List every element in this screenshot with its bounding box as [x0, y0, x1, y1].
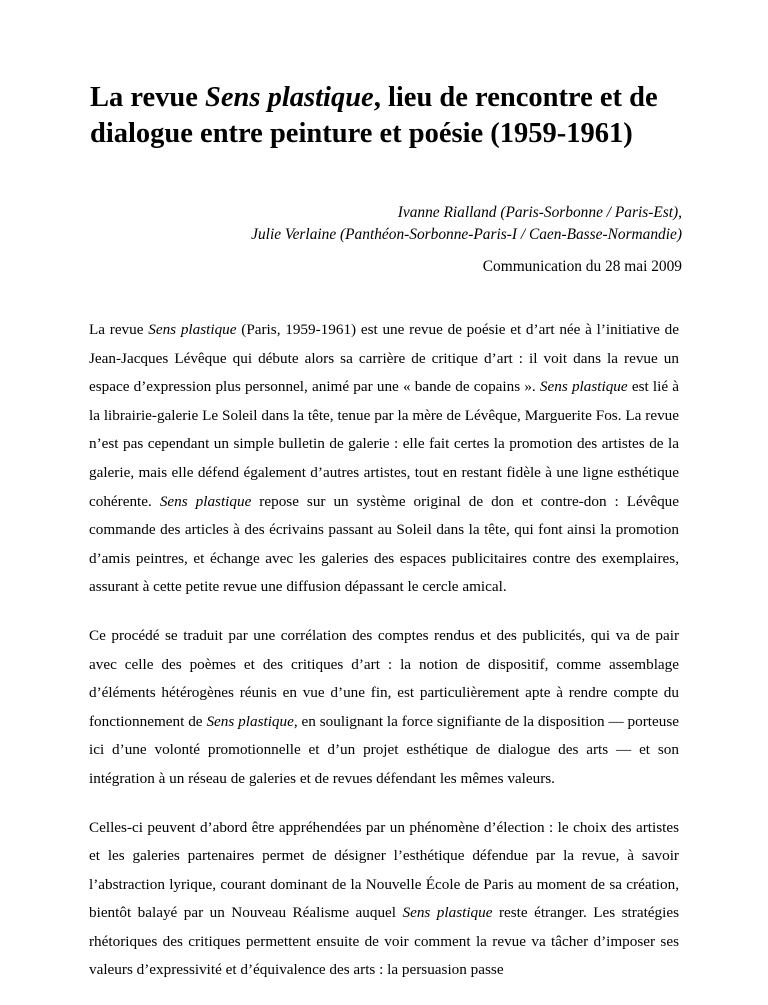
author-block — [82, 202, 682, 246]
communication-date: Communication du 28 mai 2009 — [482, 258, 682, 275]
journal-name: Sens plastique — [206, 712, 294, 730]
text-span: Celles-ci peuvent d’abord être appréhendées par un phénomène d’élection : le choix des artistes et les galeries partenaires permet de désigner l’esthétique défendue par la revue, à savoir l’abstraction lyrique, courant dominant de la Nouvelle École de Paris au moment de sa création, bientôt balayé par un Nouveau Réalisme auquel — [89, 818, 679, 922]
journal-name: Sens plastique — [148, 321, 237, 338]
paragraph-1 — [89, 316, 679, 602]
text-span: reste étranger. Les stratégies rhétoriques des critiques permettent ensuite de voir comment la revue va tâcher d’imposer ses valeurs d’expressivité et d’équivalence des arts : la persuasion passe — [89, 904, 680, 979]
text-span: La revue — [89, 321, 149, 338]
title-part-1: La revue — [90, 82, 206, 113]
article-body — [89, 316, 679, 1005]
text-span: Ce procédé se traduit par une corrélation des comptes rendus et des publicités, qui va de pair avec celle des poèmes et des critiques d’art : la notion de dispositif, comme assemblage d’éléments hétérogènes réunis en vue d’une fin, est particulièrement apte à rendre compte du fonctionnement de — [89, 626, 679, 730]
title-journal-name: Sens plastique — [205, 82, 374, 113]
author-2: Julie Verlaine (Panthéon-Sorbonne-Paris-I / Caen-Basse-Normandie) — [251, 226, 682, 243]
journal-name: Sens plastique — [539, 378, 628, 396]
text-span: est lié à la librairie-galerie Le Soleil dans la tête, tenue par la mère de Lévêque, Marguerite Fos. La revue n’est pas cependant un simple bulletin de galerie : elle fait certes la promotion des artistes de la galerie, mais elle défend également d’autres artistes, tout en restant fidèle à une ligne esthétique cohérente. — [89, 378, 680, 510]
text-span: repose sur un système original de don et contre-don : Lévêque commande des articles à des écrivains passant au Soleil dans la tête, qui font ainsi la promotion d’amis peintres, et échange avec les galeries des espaces publicitaires contre des exemplaires, assurant à cette petite revue une diffusion dépassant le cercle amical. — [89, 492, 680, 596]
author-1: Ivanne Rialland (Paris-Sorbonne / Paris-Est), — [397, 204, 682, 221]
paragraph-3 — [89, 814, 679, 986]
text-span: (Paris, 1959-1961) est une revue de poésie et d’art née à l’initiative de Jean-Jacques Lévêque qui débute alors sa carrière de critique d’art : il voit dans la revue un espace d’expression plus personnel, animé par une « bande de copains ». — [89, 321, 679, 396]
article-title — [90, 80, 690, 152]
paragraph-2 — [89, 622, 679, 794]
journal-name: Sens plastique — [159, 492, 252, 510]
journal-name: Sens plastique — [402, 904, 493, 922]
text-span: , en soulignant la force signifiante de la disposition — porteuse ici d’une volonté promotionnelle et d’un projet esthétique de dialogue des arts — et son intégration à un réseau de galeries et de revues défendant les mêmes valeurs. — [89, 712, 680, 787]
title-part-2: , lieu de rencontre et de dialogue entre peinture et poésie (1959-1961) — [90, 82, 658, 149]
